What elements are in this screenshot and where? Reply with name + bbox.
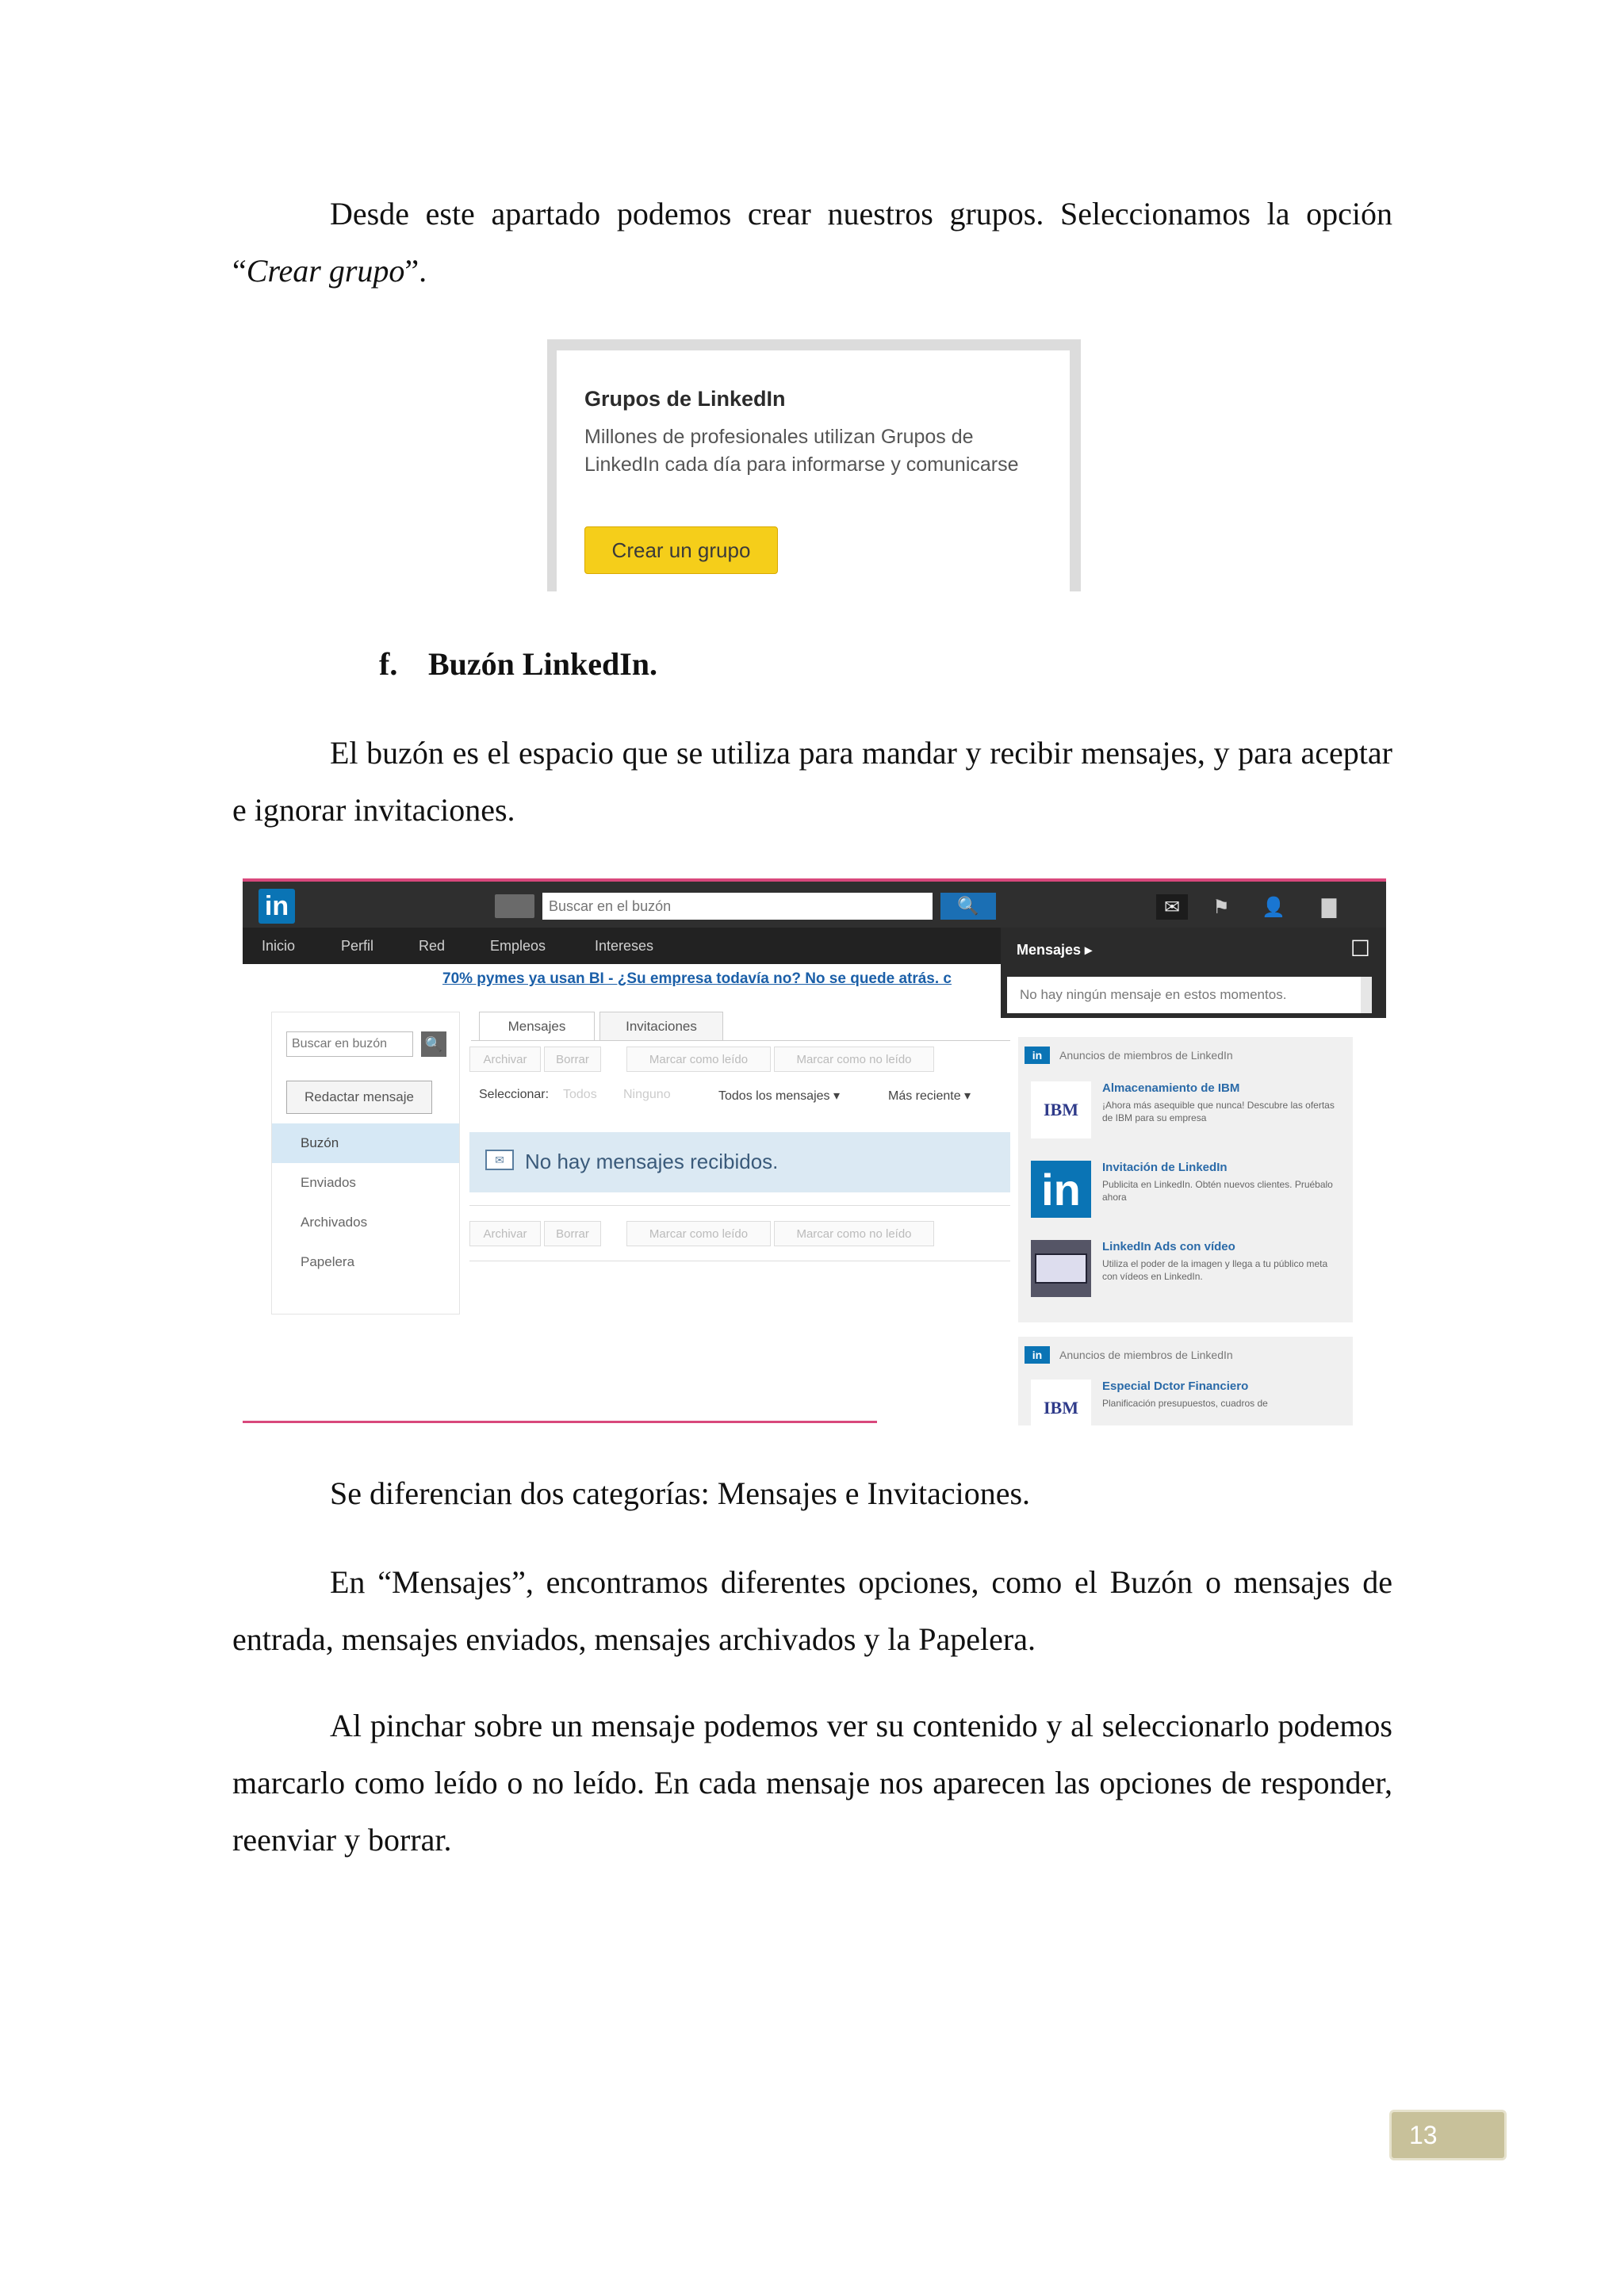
add-connection-icon[interactable]: 👤: [1262, 896, 1285, 918]
top-search-button[interactable]: [940, 893, 996, 920]
search-icon: 🔍: [424, 1036, 443, 1052]
paragraph-intro: [232, 186, 1392, 300]
paragraph-intro-suffix: ”.: [404, 253, 427, 289]
list-divider-top: [469, 1205, 1010, 1206]
ad-item[interactable]: [1025, 1078, 1345, 1150]
archive-button-bottom[interactable]: Archivar: [469, 1221, 541, 1246]
ads-header-text: Anuncios de miembros de LinkedIn: [1059, 1049, 1233, 1062]
archive-button[interactable]: Archivar: [469, 1047, 541, 1072]
linkedin-ad-logo: in: [1031, 1161, 1091, 1218]
messages-icon[interactable]: ✉: [1156, 894, 1188, 920]
groups-card: [557, 350, 1070, 591]
empty-inbox-text: No hay mensajes recibidos.: [525, 1150, 779, 1173]
select-none-link[interactable]: Ninguno: [623, 1088, 671, 1101]
ads-header: [1025, 1346, 1233, 1364]
sidebar-item-enviados[interactable]: Enviados: [301, 1175, 356, 1190]
paragraph-intro-emphasis: Crear grupo: [246, 253, 405, 289]
ad-item[interactable]: [1025, 1237, 1345, 1308]
ad-title[interactable]: Especial Dctor Financiero: [1102, 1380, 1249, 1393]
ibm-logo: IBM: [1031, 1380, 1091, 1425]
messages-dropdown: [1001, 928, 1386, 1018]
ads-header-text: Anuncios de miembros de LinkedIn: [1059, 1349, 1233, 1361]
profile-avatar-icon[interactable]: ▇: [1321, 896, 1337, 918]
ads-panel: [1018, 1037, 1353, 1322]
paragraph-categories: Se diferencian dos categorías: Mensajes e Invitaciones.: [330, 1475, 1031, 1511]
section-title: Buzón LinkedIn.: [428, 646, 658, 682]
screenshot-bottom-line: [243, 1421, 877, 1423]
ibm-logo: IBM: [1031, 1081, 1091, 1138]
inbox-search-button[interactable]: [421, 1031, 446, 1057]
select-label: Seleccionar:: [479, 1088, 550, 1101]
ad-description: Planificación presupuestos, cuadros de: [1102, 1398, 1268, 1409]
tab-mensajes[interactable]: Mensajes: [479, 1012, 595, 1041]
message-filter-dropdown[interactable]: Todos los mensajes ▾: [718, 1089, 840, 1103]
search-icon: 🔍: [957, 896, 979, 916]
inbox-sidebar: [271, 1012, 460, 1314]
mark-unread-button-bottom[interactable]: Marcar como no leído: [774, 1221, 934, 1246]
inbox-screenshot: [243, 878, 1386, 1425]
ad-title[interactable]: Invitación de LinkedIn: [1102, 1161, 1228, 1174]
delete-button-bottom[interactable]: Borrar: [544, 1221, 601, 1246]
top-search-input[interactable]: [542, 893, 933, 920]
nav-perfil[interactable]: Perfil: [341, 938, 374, 954]
linkedin-badge-icon: in: [1025, 1346, 1050, 1364]
compose-edit-icon[interactable]: ☐: [1350, 936, 1370, 961]
ad-description: Publicita en LinkedIn. Obtén nuevos clientes. Pruébalo ahora: [1102, 1179, 1333, 1203]
sort-dropdown[interactable]: Más reciente ▾: [888, 1089, 971, 1103]
tabs-divider: [471, 1040, 1010, 1041]
ad-title[interactable]: LinkedIn Ads con vídeo: [1102, 1240, 1235, 1253]
promo-link[interactable]: 70% pymes ya usan BI - ¿Su empresa todavía no? No se quede atrás. c: [442, 970, 952, 987]
compose-message-button[interactable]: Redactar mensaje: [286, 1081, 432, 1114]
paragraph-messages: En “Mensajes”, encontramos diferentes opciones, como el Buzón o mensajes de entrada, mensajes enviados, mensajes archivados y la Papelera.: [232, 1564, 1392, 1657]
section-heading: [379, 641, 657, 688]
dropdown-empty-message: No hay ningún mensaje en estos momentos.: [1007, 977, 1361, 1013]
search-filter-dropdown[interactable]: [495, 894, 534, 918]
nav-red[interactable]: Red: [419, 938, 446, 954]
dropdown-title[interactable]: Mensajes ▸: [1017, 942, 1093, 958]
empty-inbox-notice: [469, 1132, 1010, 1192]
groups-screenshot: [547, 339, 1081, 591]
delete-button[interactable]: Borrar: [544, 1047, 601, 1072]
ad-item[interactable]: [1025, 1158, 1345, 1229]
section-number: f.: [379, 646, 398, 682]
inbox-search-input[interactable]: [286, 1031, 413, 1057]
ad-description: Utiliza el poder de la imagen y llega a tu público meta con vídeos en LinkedIn.: [1102, 1258, 1328, 1282]
top-bar: [243, 878, 1386, 928]
nav-inicio[interactable]: Inicio: [262, 938, 296, 954]
paragraph-intro-text: Desde este apartado podemos crear nuestros grupos. Seleccionamos la opción “: [232, 196, 1392, 289]
mark-read-button-bottom[interactable]: Marcar como leído: [626, 1221, 771, 1246]
groups-title: Grupos de LinkedIn: [584, 387, 786, 411]
sidebar-item-papelera[interactable]: Papelera: [301, 1254, 355, 1269]
ads-header: [1025, 1047, 1233, 1064]
ads-panel-secondary: [1018, 1337, 1353, 1425]
linkedin-badge-icon: in: [1025, 1047, 1050, 1064]
sidebar-item-buzon[interactable]: Buzón: [272, 1123, 459, 1163]
ad-item[interactable]: [1025, 1376, 1345, 1425]
video-screen-icon: [1035, 1253, 1087, 1284]
select-all-link[interactable]: Todos: [563, 1088, 597, 1101]
paragraph-actions: Al pinchar sobre un mensaje podemos ver su contenido y al seleccionarlo podemos marcarlo como leído o no leído. En cada mensaje nos aparecen las opciones de responder, reenviar y borrar.: [232, 1708, 1392, 1858]
mark-read-button[interactable]: Marcar como leído: [626, 1047, 771, 1072]
groups-description: Millones de profesionales utilizan Grupos de LinkedIn cada día para informarse y comunicarse: [584, 426, 1019, 476]
paragraph-inbox: El buzón es el espacio que se utiliza para mandar y recibir mensajes, y para aceptar e ignorar invitaciones.: [232, 735, 1392, 828]
page-number: 13: [1389, 2110, 1507, 2160]
nav-intereses[interactable]: Intereses: [595, 938, 654, 954]
flag-icon[interactable]: ⚑: [1212, 896, 1230, 918]
sidebar-item-archivados[interactable]: Archivados: [301, 1215, 368, 1230]
dropdown-scrollbar[interactable]: [1361, 977, 1372, 1013]
linkedin-logo[interactable]: in: [259, 889, 295, 924]
mark-unread-button[interactable]: Marcar como no leído: [774, 1047, 934, 1072]
tab-invitaciones[interactable]: Invitaciones: [599, 1012, 723, 1041]
envelope-icon: ✉: [485, 1150, 514, 1170]
nav-empleos[interactable]: Empleos: [490, 938, 546, 954]
create-group-button[interactable]: Crear un grupo: [584, 526, 778, 574]
video-thumbnail: [1031, 1240, 1091, 1297]
ad-description: ¡Ahora más asequible que nunca! Descubre las ofertas de IBM para su empresa: [1102, 1100, 1335, 1123]
ad-title[interactable]: Almacenamiento de IBM: [1102, 1081, 1240, 1095]
